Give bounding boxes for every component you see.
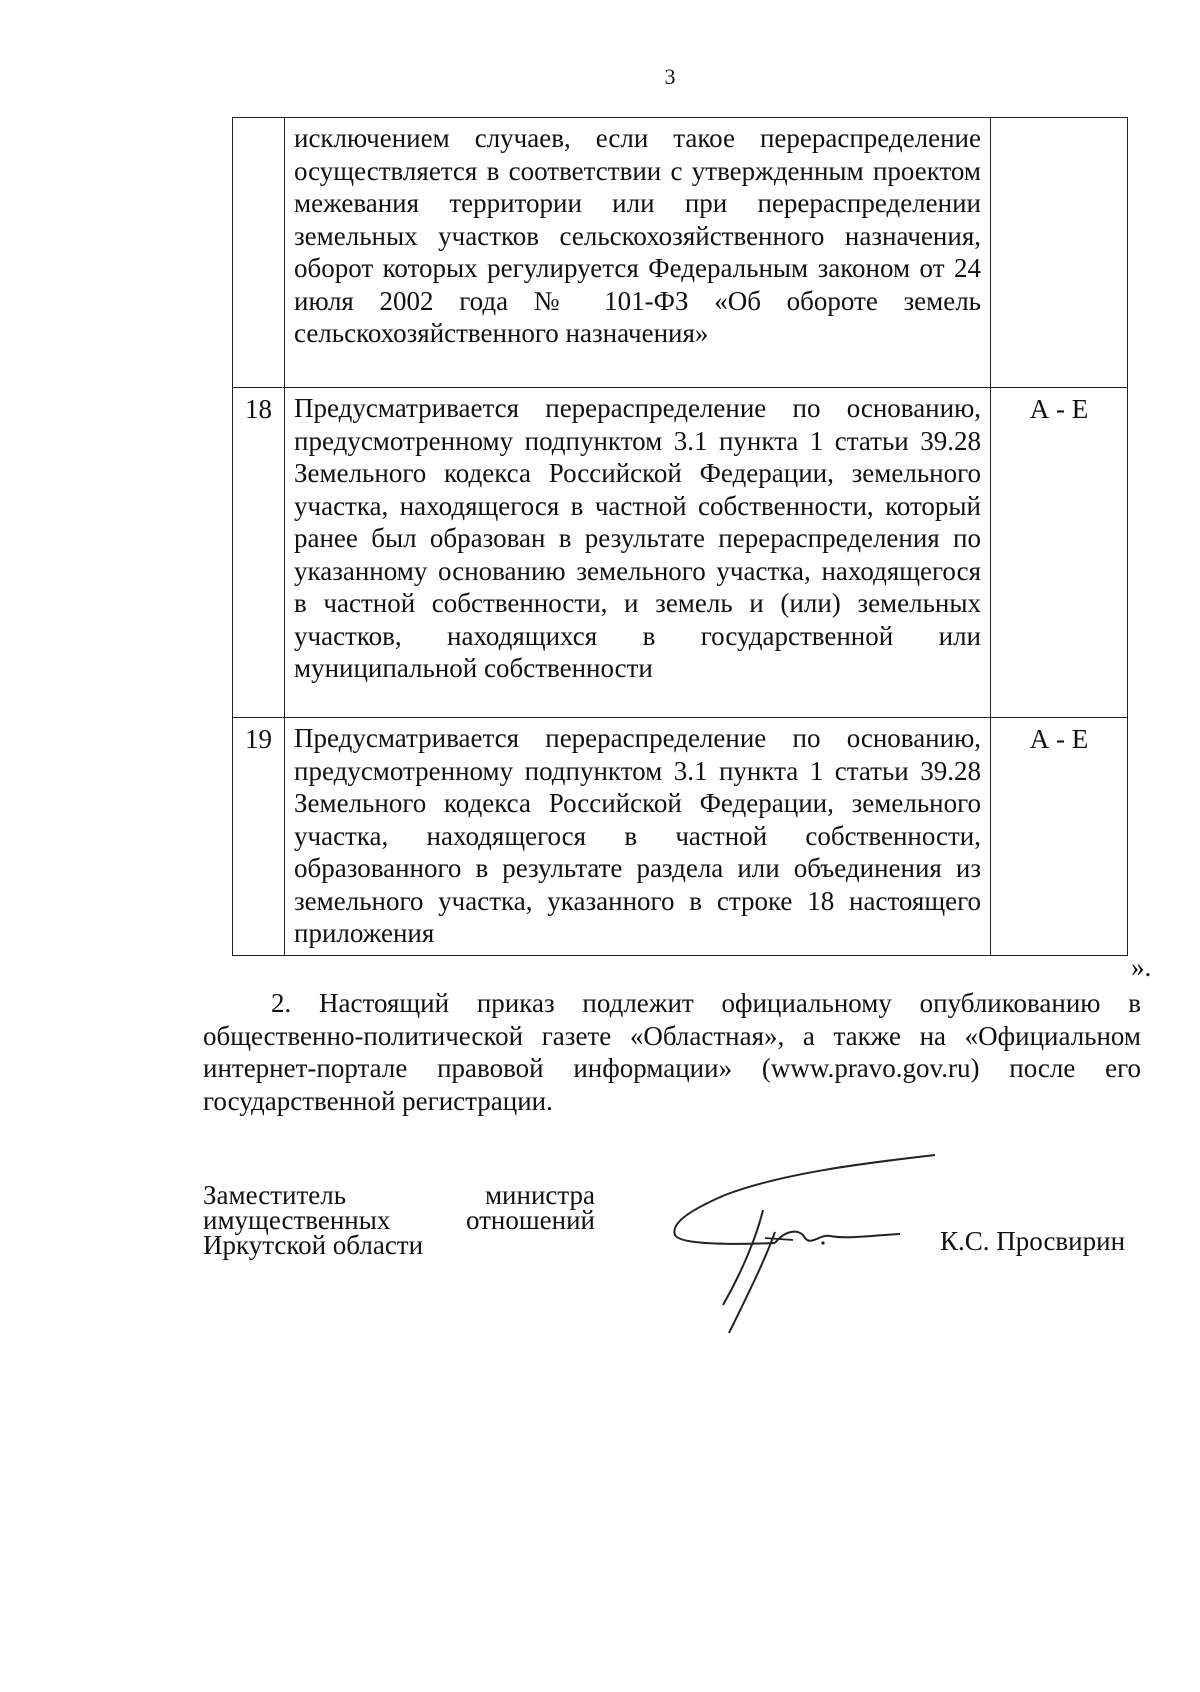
signer-title-word: отношений [465,1205,595,1235]
categories-table [232,117,1128,956]
page-number: 3 [664,64,676,89]
publication-paragraph: 2. Настоящий приказ подлежит официальному опубликованию в общественно-политической газете «Областная», а также на «Официальном интернет-портале правовой информации» (www.pravo.gov.ru) после его государственной регистрации. [203,988,1141,1116]
row-number [233,118,285,388]
signer-title [203,1180,595,1260]
signer-title-word: министра [484,1180,595,1210]
row-text: Предусматривается перераспределение по основанию, предусмотренному подпунктом 3.1 пункта 1 статьи 39.28 Земельного кодекса Российской Федерации, земельного участка, находящегося в частной собственности, образованного в результате раздела или объединения из земельного участка, указанного в строке 18 настоящего приложения [285,718,991,956]
closing-quote: ». [1131,952,1152,982]
table-row [233,388,1128,718]
row-text: исключением случаев, если такое перераспределение осуществляется в соответствии с утвержденным проектом межевания территории или при перераспределении земельных участков сельскохозяйственного назначения, оборот которых регулируется Федеральным законом от 24 июля 2002 года № 101-ФЗ «Об обороте земель сельскохозяйственного назначения» [285,118,991,388]
signer-title-word: имущественных [203,1205,391,1235]
signer-title-line-3: Иркутской области [203,1230,424,1260]
row-text: Предусматривается перераспределение по основанию, предусмотренному подпунктом 3.1 пункта 1 статьи 39.28 Земельного кодекса Российской Федерации, земельного участка, находящегося в частной собственности, который ранее был образован в результате перераспределения по указанному основанию земельного участка, находящегося в частной собственности, и земель и (или) земельных участков, находящихся в государственной или муниципальной собственности [285,388,991,718]
row-number: 18 [233,388,285,718]
row-category [991,118,1128,388]
row-number: 19 [233,718,285,956]
table-row [233,118,1128,388]
handwritten-signature [665,1150,955,1335]
row-category: А - Е [991,718,1128,956]
table-row [233,718,1128,956]
row-category: А - Е [991,388,1128,718]
signer-title-word: Заместитель [203,1180,347,1210]
signer-name: К.С. Просвирин [940,1226,1126,1256]
